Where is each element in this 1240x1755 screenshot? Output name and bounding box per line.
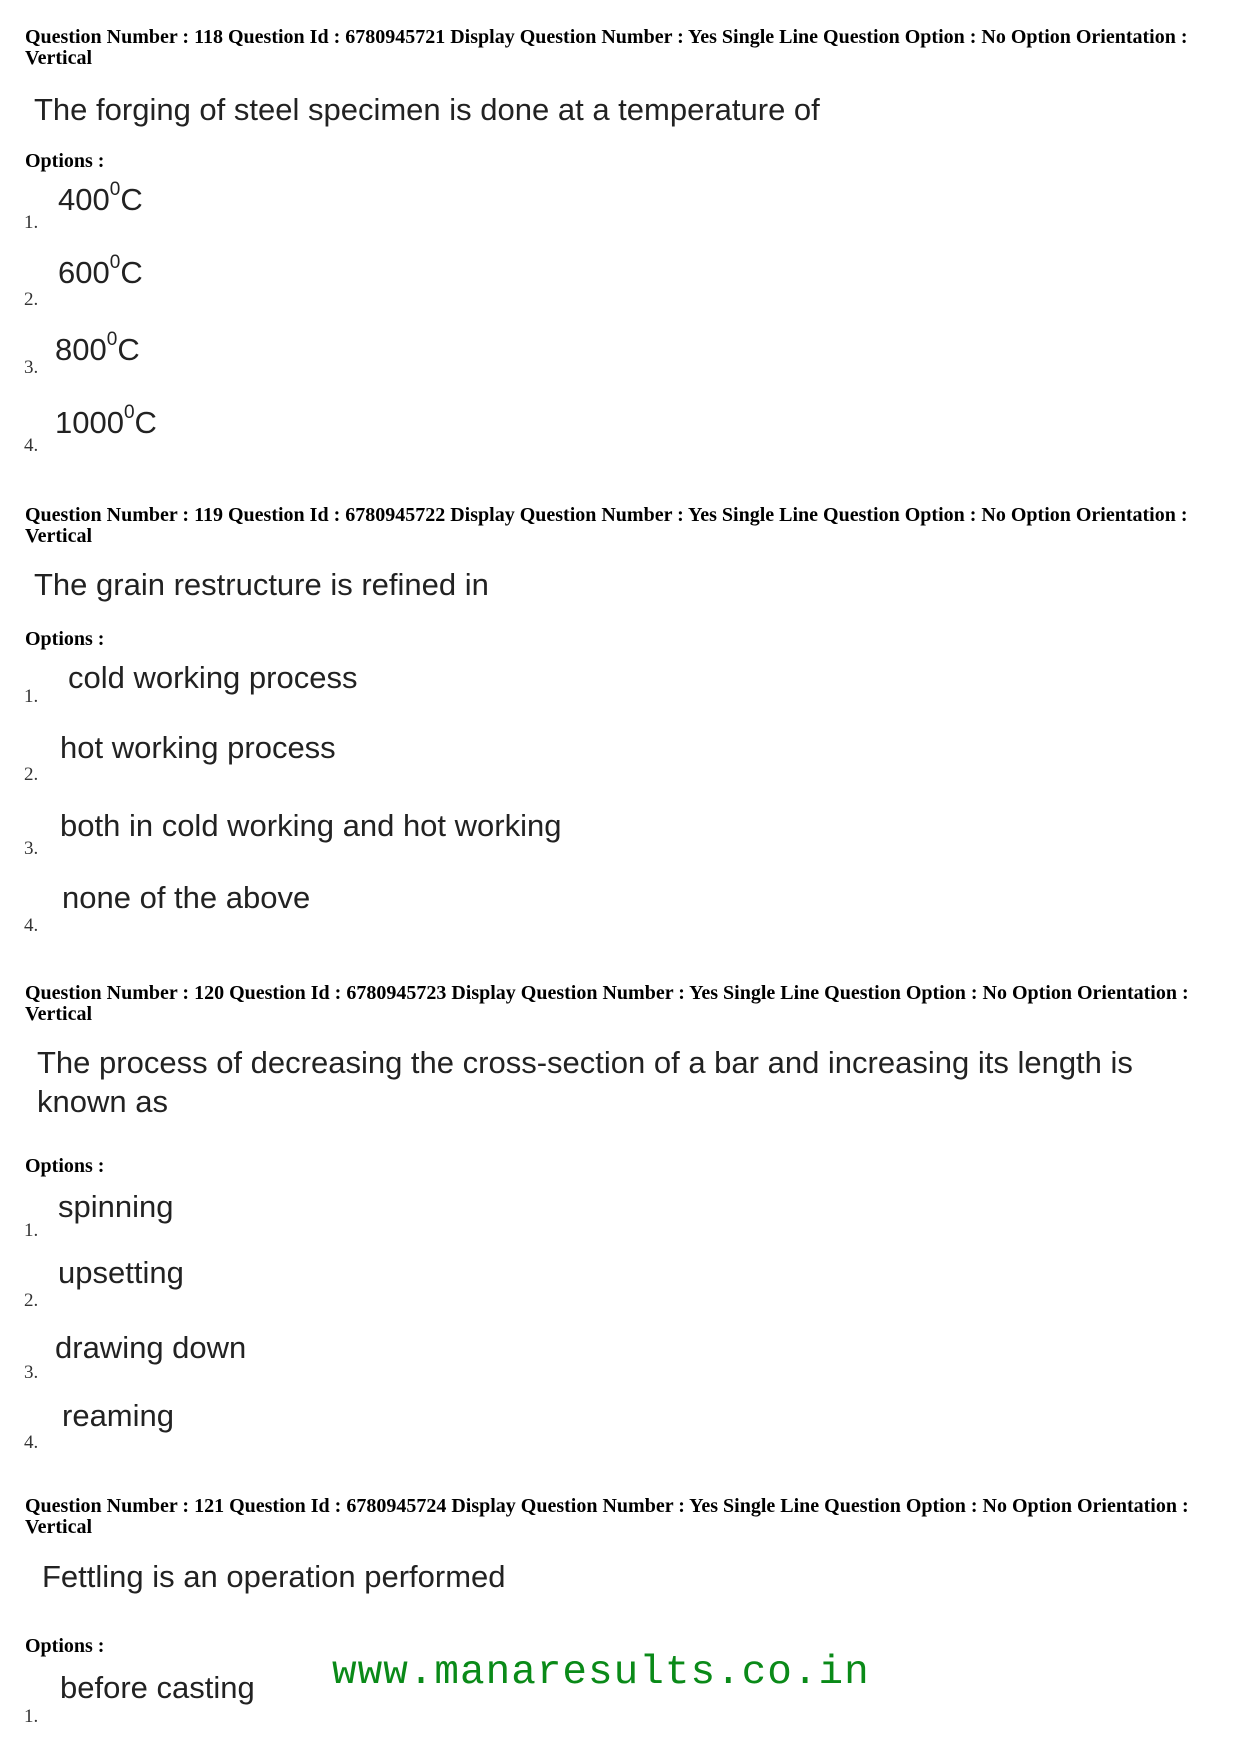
- option-number: 2.: [24, 289, 39, 310]
- option-text: drawing down: [55, 1330, 247, 1365]
- option-text: upsetting: [58, 1255, 184, 1290]
- option-number: 3.: [24, 838, 39, 859]
- option-text: before casting: [60, 1670, 255, 1705]
- question-meta: Question Number : 121 Question Id : 6780945724 Display Question Number : Yes Single Line Question Option : No Option Orientation : Vertical: [25, 1495, 1189, 1538]
- option-text: $800^0C$: [55, 328, 140, 367]
- question-text: Fettling is an operation performed: [42, 1559, 506, 1594]
- options-label: Options :: [25, 1155, 105, 1177]
- option-number: 1.: [24, 1706, 39, 1727]
- option-number: 1.: [24, 212, 39, 233]
- question-text: The grain restructure is refined in: [34, 567, 489, 602]
- option-text: both in cold working and hot working: [60, 808, 562, 843]
- option-number: 3.: [24, 357, 39, 378]
- option-number: 4.: [24, 1432, 39, 1453]
- question-text: The forging of steel specimen is done at a temperature of: [34, 92, 820, 127]
- option-text: $400^0C$: [58, 178, 143, 217]
- watermark-text: www.manaresults.co.in: [332, 1650, 870, 1696]
- option-number: 4.: [24, 435, 39, 456]
- options-label: Options :: [25, 1635, 105, 1657]
- option-number: 1.: [24, 686, 39, 707]
- question-meta: Question Number : 119 Question Id : 6780945722 Display Question Number : Yes Single Line Question Option : No Option Orientation : Vertical: [25, 504, 1188, 547]
- question-meta: Question Number : 120 Question Id : 6780945723 Display Question Number : Yes Single Line Question Option : No Option Orientation : Vertical: [25, 982, 1189, 1025]
- options-label: Options :: [25, 150, 105, 172]
- option-number: 3.: [24, 1362, 39, 1383]
- option-text: cold working process: [68, 660, 358, 695]
- option-number: 1.: [24, 1220, 39, 1241]
- option-text: none of the above: [62, 880, 311, 915]
- option-number: 2.: [24, 1290, 39, 1311]
- option-text: $600^0C$: [58, 251, 143, 290]
- option-text: hot working process: [60, 730, 336, 765]
- option-text: spinning: [58, 1189, 174, 1224]
- option-text: 1000$^0$C: [55, 401, 157, 440]
- question-meta: Question Number : 118 Question Id : 6780945721 Display Question Number : Yes Single Line Question Option : No Option Orientation : Vertical: [25, 26, 1188, 69]
- question-text: The process of decreasing the cross-section of a bar and increasing its length is known as: [37, 1045, 1133, 1119]
- option-text: reaming: [62, 1398, 174, 1433]
- option-number: 2.: [24, 764, 39, 785]
- options-label: Options :: [25, 628, 105, 650]
- option-number: 4.: [24, 915, 39, 936]
